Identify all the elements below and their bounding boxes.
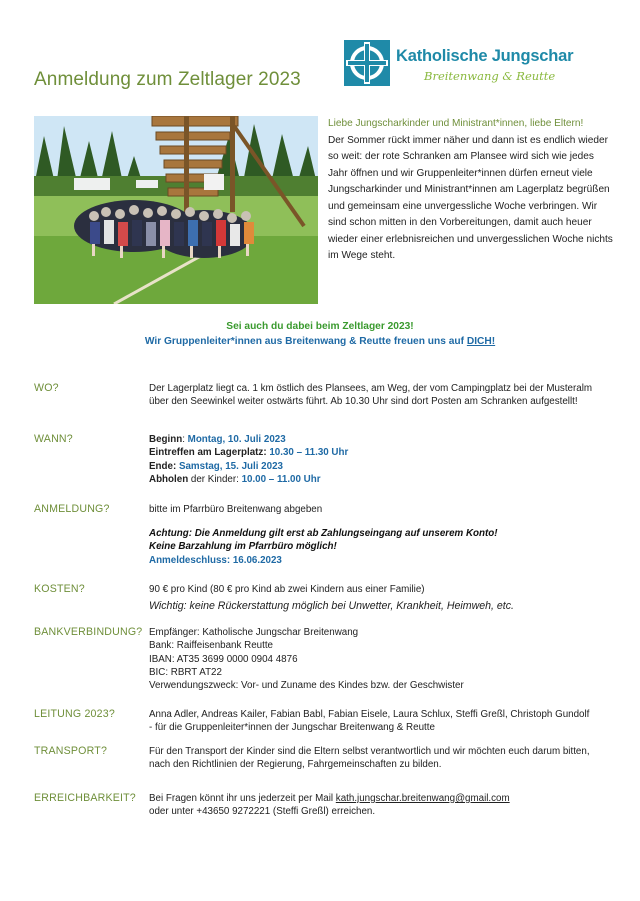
callout-line2-text: Wir Gruppenleiter*innen aus Breitenwang & Reutte freuen uns auf (144, 336, 465, 347)
section-label-kosten: KOSTEN? (34, 583, 85, 595)
section-anmeldung-warnings (149, 527, 594, 567)
section-label-anmeldung: ANMELDUNG? (34, 503, 110, 515)
section-label-wo: WO? (34, 382, 59, 394)
bank-line-bic: BIC: RBRT AT22 (149, 666, 222, 678)
page-title: Anmeldung zum Zeltlager 2023 (34, 69, 301, 90)
callout (100, 319, 540, 349)
kosten-text: 90 € pro Kind (80 € pro Kind ab zwei Kindern aus einer Familie) (149, 584, 425, 595)
jungschar-logo-icon (344, 40, 390, 86)
anmeldung-warning-1: Achtung: Die Anmeldung gilt erst ab Zahlungseingang auf unserem Konto! (149, 528, 498, 539)
logo-subtitle: Breitenwang & Reutte (424, 69, 556, 83)
section-label-leitung: LEITUNG 2023? (34, 708, 115, 720)
wann-row-eintreffen: Eintreffen am Lagerplatz: 10.30 – 11.30 Uhr (149, 447, 349, 459)
section-anmeldung-text: bitte im Pfarrbüro Breitenwang abgeben (149, 504, 323, 515)
bank-line-recipient: Empfänger: Katholische Jungschar Breitenwang (149, 627, 359, 638)
intro-greeting: Liebe Jungscharkinder und Ministrant*innen, liebe Eltern! (328, 118, 584, 129)
intro-body: Der Sommer rückt immer näher und dann ist es endlich wieder so weit: der rote Schranken am Plansee wird sich wie jedes Jahr öffnen und wir Gruppenleiter*innen dürfen erneut viele Jungscharkinder und Ministrant*innen am Lagerplatz begrüßen und gemeinsam eine unvergessliche Woche verbringen. Wir sind schon mitten in den Vorbereitungen, damit auch heuer wieder einer erlebnisreichen und unvergesslichen Woche nichts im Wege steht. (328, 134, 613, 261)
section-wann (149, 433, 594, 486)
wann-row-ende: Ende: Samstag, 15. Juli 2023 (149, 460, 283, 472)
callout-highlight: DICH! (466, 336, 496, 347)
email-link[interactable]: kath.jungschar.breitenwang@gmail.com (335, 793, 510, 804)
section-wo-text: Der Lagerplatz liegt ca. 1 km östlich des Plansees, am Weg, der vom Campingplatz bei der Musteralm über den Seewinkel weiter ostwärts führt. Ab 10.30 Uhr sind dort Posten am Schranken aufgestellt! (149, 383, 593, 408)
wann-row-abholen: Abholen der Kinder: 10.00 – 11.00 Uhr (149, 473, 321, 485)
kosten-note: Wichtig: keine Rückerstattung möglich bei Unwetter, Krankheit, Heimweh, etc. (149, 600, 514, 613)
logo (344, 40, 594, 96)
erreich-line2: oder unter +43650 9272221 (Steffi Greßl) erreichen. (149, 806, 376, 818)
section-bank (149, 626, 594, 692)
callout-line2 (100, 334, 540, 349)
bank-line-bank: Bank: Raiffeisenbank Reutte (149, 640, 273, 652)
section-leitung-text: Anna Adler, Andreas Kailer, Fabian Babl, Fabian Eisele, Laura Schlux, Steffi Greßl, Christoph Gundolf - für die Gruppenleiter*innen der Jungschar Breitenwang & Reutte (149, 709, 590, 734)
logo-name: Katholische Jungschar (396, 47, 574, 65)
section-kosten (149, 583, 594, 614)
bank-line-purpose: Verwendungszweck: Vor- und Zuname des Kindes bzw. der Geschwister (149, 680, 464, 692)
anmeldung-warning-2: Keine Barzahlung im Pfarrbüro möglich! (149, 541, 337, 553)
section-label-erreichbarkeit: ERREICHBARKEIT? (34, 792, 136, 804)
camp-photo (34, 116, 318, 304)
intro-text (328, 116, 613, 265)
section-label-transport: TRANSPORT? (34, 745, 108, 757)
wann-row-beginn: Beginn: Montag, 10. Juli 2023 (149, 434, 286, 445)
callout-line1: Sei auch du dabei beim Zeltlager 2023! (226, 321, 414, 332)
bank-line-iban: IBAN: AT35 3699 0000 0904 4876 (149, 653, 298, 665)
erreich-line1: Bei Fragen könnt ihr uns jederzeit per Mail kath.jungschar.breitenwang@gmail.com (149, 793, 510, 804)
section-label-wann: WANN? (34, 433, 73, 445)
section-label-bank: BANKVERBINDUNG? (34, 626, 143, 638)
anmeldung-deadline: Anmeldeschluss: 16.06.2023 (149, 554, 282, 566)
section-erreichbarkeit (149, 792, 594, 819)
section-transport-text: Für den Transport der Kinder sind die Eltern selbst verantwortlich und wir möchten euch darum bitten, nach den Richtlinien der Regierung, Fahrgemeinschaften zu bilden. (149, 746, 590, 771)
